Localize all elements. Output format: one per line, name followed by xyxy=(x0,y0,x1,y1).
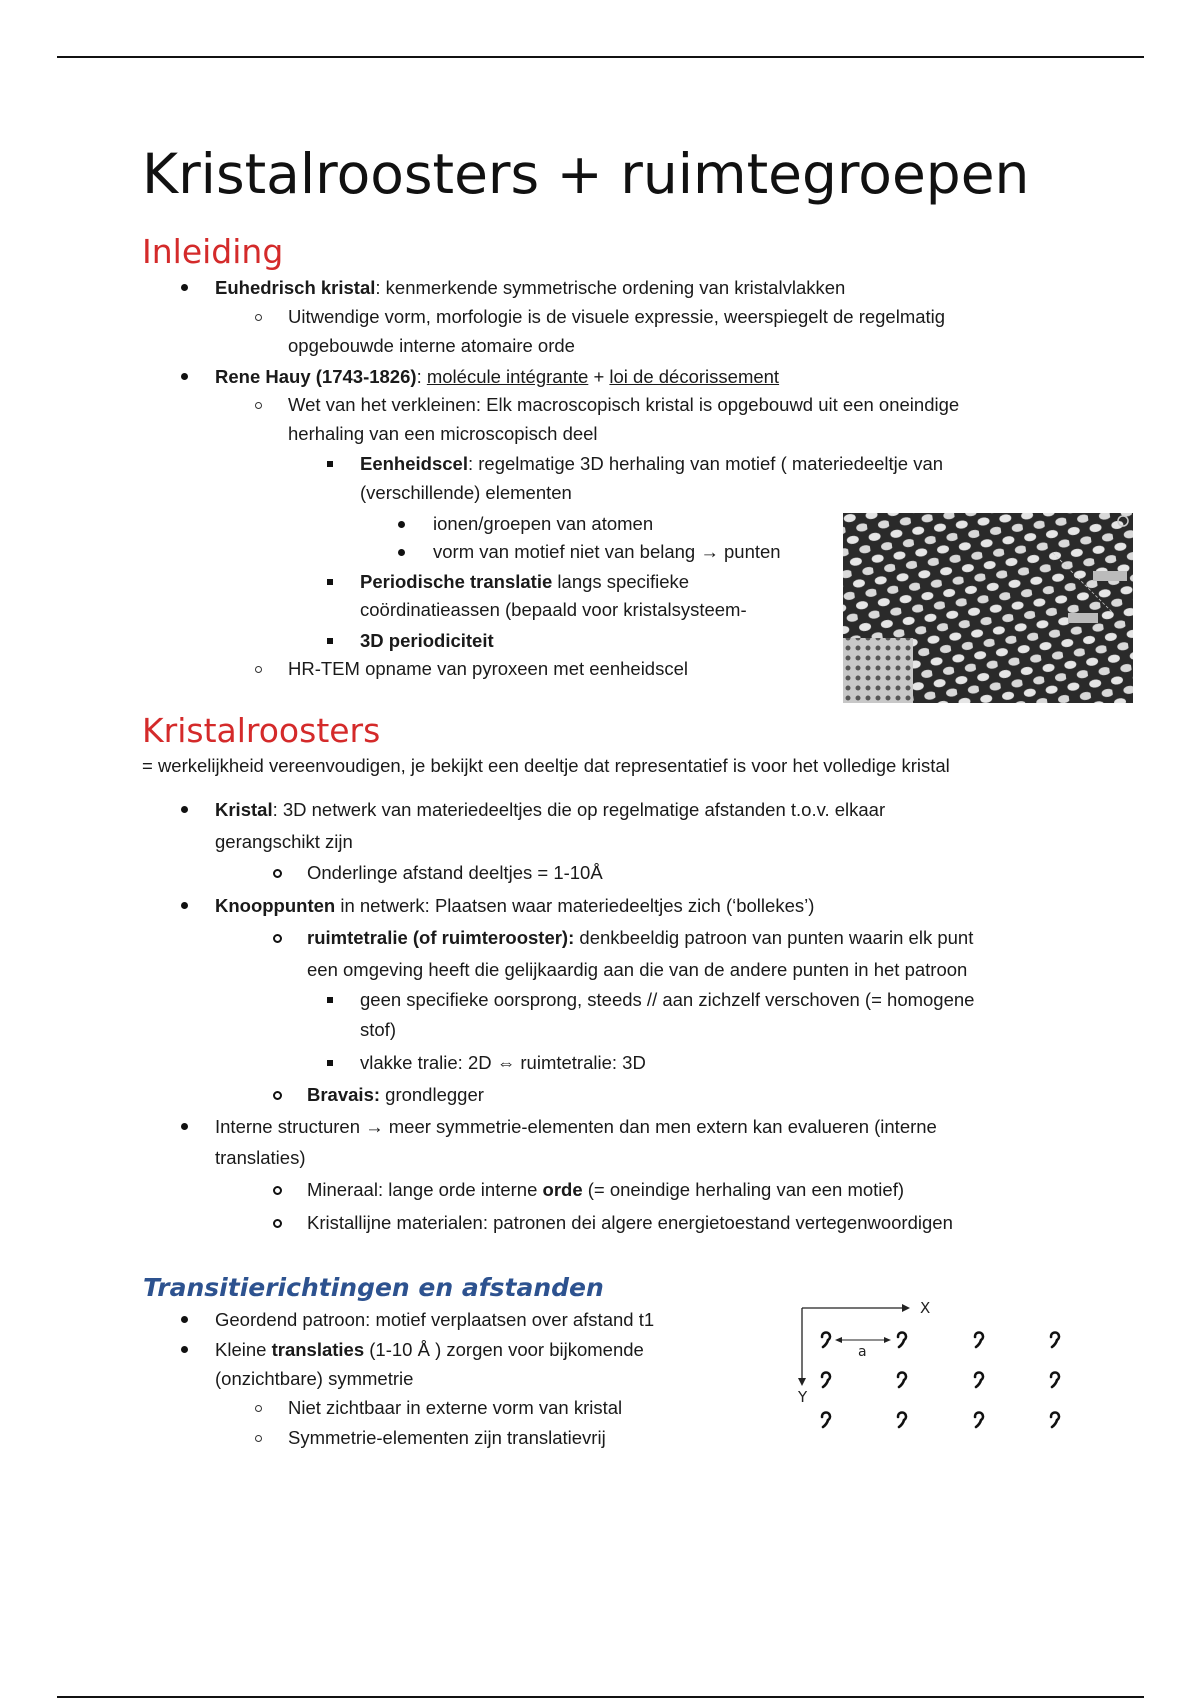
text-ruimtetralie-l2: een omgeving heeft die gelijkaardig aan die van de andere punten in het patroon xyxy=(307,959,968,980)
inset-pattern xyxy=(843,638,913,703)
bullet-euhedrisch: Euhedrisch kristal: kenmerkende symmetrische ordening van kristalvlakken xyxy=(215,277,846,298)
heading-kristalroosters: Kristalroosters xyxy=(142,711,381,750)
text-translatievrij: Symmetrie-elementen zijn translatievrij xyxy=(288,1427,606,1448)
bullet-circle xyxy=(273,1219,282,1228)
scale-label-1 xyxy=(1093,571,1127,581)
bullet-dot xyxy=(181,373,188,380)
text-interne-structuren-l2: translaties) xyxy=(215,1147,306,1168)
bullet-circle xyxy=(255,1405,262,1412)
text-wet-l2: herhaling van een microscopisch deel xyxy=(288,423,598,444)
text-bravais: Bravais: grondlegger xyxy=(307,1084,484,1105)
translation-lattice-figure xyxy=(790,1298,1070,1438)
text-kristal: Kristal: 3D netwerk van materiedeeltjes die op regelmatige afstanden t.o.v. elkaar xyxy=(215,799,886,820)
bullet-circle xyxy=(255,402,262,409)
text-wet-l1: Wet van het verkleinen: Elk macroscopisch kristal is opgebouwd uit een oneindige xyxy=(288,394,960,415)
text-3d-periodiciteit: 3D periodiciteit xyxy=(360,630,494,651)
lattice-motif xyxy=(1051,1413,1059,1427)
lattice-motif xyxy=(822,1333,830,1347)
text-periodische-l2: coördinatieassen (bepaald voor kristalsysteem- xyxy=(360,599,747,620)
lattice-motif xyxy=(1051,1333,1059,1347)
bullet-hauy: Rene Hauy (1743-1826): molécule intégrante + loi de décorissement xyxy=(215,366,780,387)
bullet-square xyxy=(327,997,333,1003)
lattice-motif xyxy=(898,1373,906,1387)
bullet-circle xyxy=(273,869,282,878)
bullet-circle xyxy=(255,666,262,673)
text-translaties-l2: (onzichtbare) symmetrie xyxy=(215,1368,414,1389)
scale-label-2 xyxy=(1068,613,1098,623)
footer-rule xyxy=(57,1696,1144,1698)
text-kristal-l2: gerangschikt zijn xyxy=(215,831,353,852)
text-hrtem: HR-TEM opname van pyroxeen met eenheidscel xyxy=(288,658,688,679)
text-interne-structuren: Interne structuren → meer symmetrie-elementen dan men extern kan evalueren (interne xyxy=(215,1116,937,1137)
text-intro: = werkelijkheid vereenvoudigen, je bekijkt een deeltje dat representatief is voor het volledige kristal xyxy=(142,755,950,776)
axis-x-label: X xyxy=(920,1299,931,1317)
bullet-dot xyxy=(181,1346,188,1353)
lattice-motif xyxy=(898,1413,906,1427)
lattice-motif xyxy=(822,1413,830,1427)
text-oorsprong-l1: geen specifieke oorsprong, steeds // aan zichzelf verschoven (= homogene xyxy=(360,989,975,1010)
text-kristallijne: Kristallijne materialen: patronen dei algere energietoestand vertegenwoordigen xyxy=(307,1212,953,1233)
bullet-dot xyxy=(398,521,405,528)
bullet-dot xyxy=(181,902,188,909)
lattice-motif xyxy=(898,1333,906,1347)
bullet-circle xyxy=(273,934,282,943)
hrtem-pyroxene-image xyxy=(843,513,1133,703)
text-uitwendige-l1: Uitwendige vorm, morfologie is de visuele expressie, weerspiegelt de regelmatig xyxy=(288,306,946,327)
bullet-dot xyxy=(181,1123,188,1130)
bullet-square xyxy=(327,1060,333,1066)
text-translaties: Kleine translaties (1-10 Å ) zorgen voor bijkomende xyxy=(215,1339,644,1360)
bullet-circle xyxy=(273,1091,282,1100)
text-knooppunten: Knooppunten in netwerk: Plaatsen waar materiedeeltjes zich (‘bollekes’) xyxy=(215,895,815,916)
bullet-circle xyxy=(255,314,262,321)
text-eenheidscel: Eenheidscel: regelmatige 3D herhaling van motief ( materiedeeltje van xyxy=(360,453,944,474)
bullet-dot xyxy=(398,549,405,556)
axis-y-label: Y xyxy=(798,1388,808,1406)
heading-transitie: Transitierichtingen en afstanden xyxy=(143,1273,604,1302)
lattice-motif xyxy=(822,1373,830,1387)
lattice-motif xyxy=(975,1333,983,1347)
text-mineraal: Mineraal: lange orde interne orde (= oneindige herhaling van een motief) xyxy=(307,1179,905,1200)
bullet-dot xyxy=(181,806,188,813)
lattice-motif xyxy=(975,1373,983,1387)
text-vorm-motief: vorm van motief niet van belang → punten xyxy=(433,541,781,562)
bullet-square xyxy=(327,638,333,644)
text-vlakke-tralie: vlakke tralie: 2D ⇔ ruimtetralie: 3D xyxy=(360,1052,646,1073)
header-rule xyxy=(57,56,1144,58)
heading-inleiding: Inleiding xyxy=(142,232,284,271)
bullet-dot xyxy=(181,284,188,291)
bullet-square xyxy=(327,579,333,585)
text-geordend: Geordend patroon: motief verplaatsen over afstand t1 xyxy=(215,1309,655,1330)
text-ionen: ionen/groepen van atomen xyxy=(433,513,654,534)
bullet-circle xyxy=(273,1186,282,1195)
bullet-dot xyxy=(181,1316,188,1323)
lattice-motif xyxy=(975,1413,983,1427)
text-periodische: Periodische translatie langs specifieke xyxy=(360,571,690,592)
spacing-a-label: a xyxy=(858,1344,867,1360)
text-ruimtetralie: ruimtetralie (of ruimterooster): denkbeeldig patroon van punten waarin elk punt xyxy=(307,927,974,948)
bullet-square xyxy=(327,461,333,467)
lattice-motif xyxy=(1051,1373,1059,1387)
text-niet-zichtbaar: Niet zichtbaar in externe vorm van kristal xyxy=(288,1397,623,1418)
page-title: Kristalroosters + ruimtegroepen xyxy=(142,142,1030,206)
bullet-circle xyxy=(255,1435,262,1442)
text-uitwendige-l2: opgebouwde interne atomaire orde xyxy=(288,335,575,356)
text-eenheidscel-l2: (verschillende) elementen xyxy=(360,482,572,503)
text-afstand: Onderlinge afstand deeltjes = 1-10Å xyxy=(307,862,603,883)
text-oorsprong-l2: stof) xyxy=(360,1019,396,1040)
